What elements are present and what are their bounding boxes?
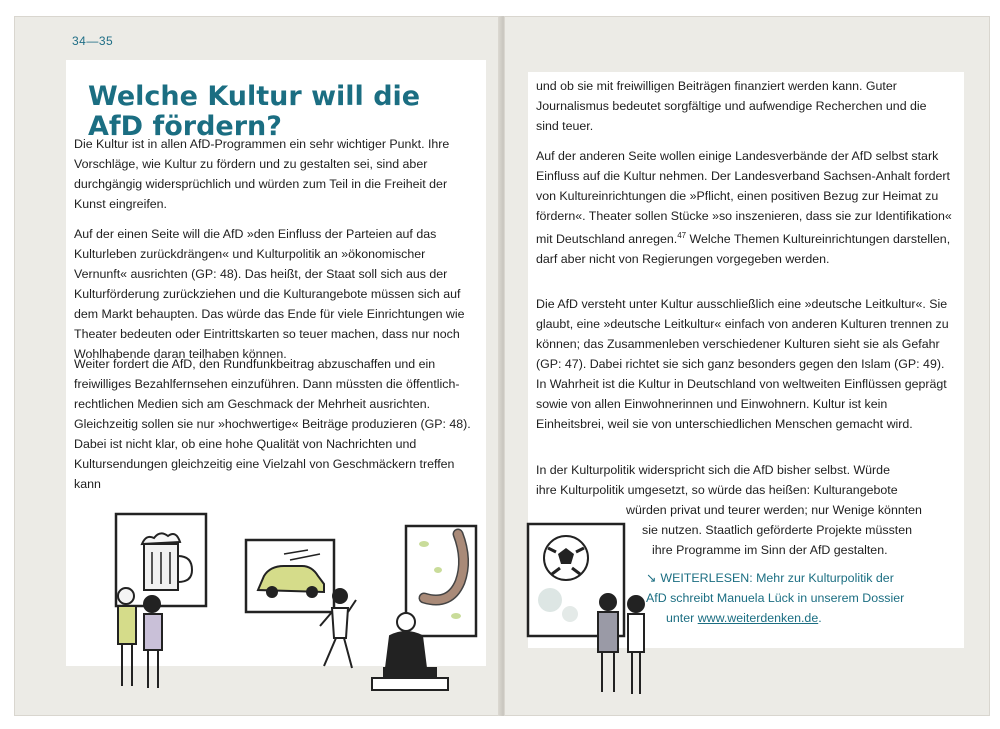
left-paragraph-2: Auf der einen Seite will die AfD »den Einfluss der Parteien auf das Kulturleben zurückdrängen« und Kulturpolitik an »ökonomischer Vernunft« ausrichten (GP: 48). Das heißt, der Staat soll sich aus der Kulturförderung zurückziehen und die Kulturangebote müssen sich auf dem Markt behaupten. Das würde das Ende für viele Einrichtungen wie Theater bedeuten oder Eintrittskarten so teuer machen, dass nur noch Wohlhabende daran teilhaben können. — [74, 227, 465, 361]
weiterlesen-line-3: unter — [666, 611, 698, 625]
p4-line-4: sie nutzen. Staatlich geförderte Projekte müssten — [642, 523, 912, 537]
left-paragraph-3: Weiter fordert die AfD, den Rundfunkbeitrag abzuschaffen und ein freiwilliges Bezahlfernsehen einzuführen. Dann müssten die öffentlich-rechtlichen Medien sich am Geschmack der Mehrheit ausrichten. Gleichzeitig sollen sie nur »hochwertige« Beiträge produzieren (GP: 48). Dabei ist nicht klar, ob eine hohe Qualität von Nachrichten und Kultursendungen gleichzeitig eine Vielzahl von Geschmäckern treffen kann — [74, 357, 471, 491]
right-paragraph-2 — [536, 146, 952, 269]
museum-illustration-right — [526, 516, 666, 706]
sausage-painting — [406, 526, 476, 636]
left-paragraph-1: Die Kultur ist in allen AfD-Programmen ein sehr wichtiger Punkt. Ihre Vorschläge, wie Kultur zu fördern und zu gestalten sei, sind aber durchgängig widersprüchlich und würden zum Teil in die Freiheit der Kunst eingreifen. — [74, 137, 450, 211]
p4-line-3: würden privat und teurer werden; nur Wenige könnten — [626, 503, 922, 517]
right-paragraph-3: Die AfD versteht unter Kultur ausschließlich eine »deutsche Leitkultur«. Sie glaubt, eine »deutsche Leitkultur« einfach von anderen Kulturen trennen zu können; das Zusammenleben verschiedener Kulturen sieht sie als Gefahr (GP: 47). Dabei richtet sie sich ganz besonders gegen den Islam (GP: 49). In Wahrheit ist die Kultur in Deutschland von weltweiten Einflüssen geprägt sowie von allen Einwohnerinnen und Einwohnern. Kultur ist kein Einheitsbrei, weil sie von unterschiedlichen Menschen gemacht wird. — [536, 297, 949, 431]
car-painting — [246, 540, 334, 612]
left-page — [14, 16, 502, 716]
arrow-icon: ↘ — [646, 571, 657, 585]
p4-line-2: ihre Kulturpolitik umgesetzt, so würde das heißen: Kulturangebote — [536, 483, 898, 497]
right-paragraph-2-text: Auf der anderen Seite wollen einige Landesverbände der AfD selbst stark Einfluss auf die Kultur nehmen. Der Landesverband Sachsen-Anhalt fordert von Kultureinrichtungen die »Pflicht, einen positiven Bezug zur Heimat zu fördern«. Theater sollen Stücke »so inszenieren, dass sie zur Identifikation« mit Deutschland anregen. — [536, 149, 952, 247]
weiterlesen-box — [646, 568, 966, 628]
footnote-marker: 47 — [677, 231, 687, 240]
weiterlesen-period: . — [818, 611, 822, 625]
p4-line-5: ihre Programme im Sinn der AfD gestalten. — [652, 543, 888, 557]
page-numbers: 34—35 — [72, 34, 114, 48]
museum-illustration-left — [94, 504, 474, 704]
p4-line-1: In der Kulturpolitik widerspricht sich die AfD bisher selbst. Würde — [536, 463, 890, 477]
weiterdenken-link[interactable]: www.weiterdenken.de — [697, 611, 819, 625]
right-paragraph-1: und ob sie mit freiwilligen Beiträgen finanziert werden kann. Guter Journalismus bedeutet sorgfältige und aufwendige Recherchen und die sind teuer. — [536, 79, 927, 133]
book-spread — [14, 16, 990, 716]
weiterlesen-line-1: WEITERLESEN: Mehr zur Kulturpolitik der — [660, 571, 894, 585]
right-page — [504, 16, 990, 716]
weiterlesen-line-2: AfD schreibt Manuela Lück in unserem Dossier — [646, 591, 905, 605]
right-paragraph-2-end: Welche Themen Kultureinrichtungen darstellen, darf aber nicht von Regierungen vorgegeben werden. — [536, 232, 951, 267]
page-title: Welche Kultur will die AfD fördern? — [88, 81, 421, 142]
